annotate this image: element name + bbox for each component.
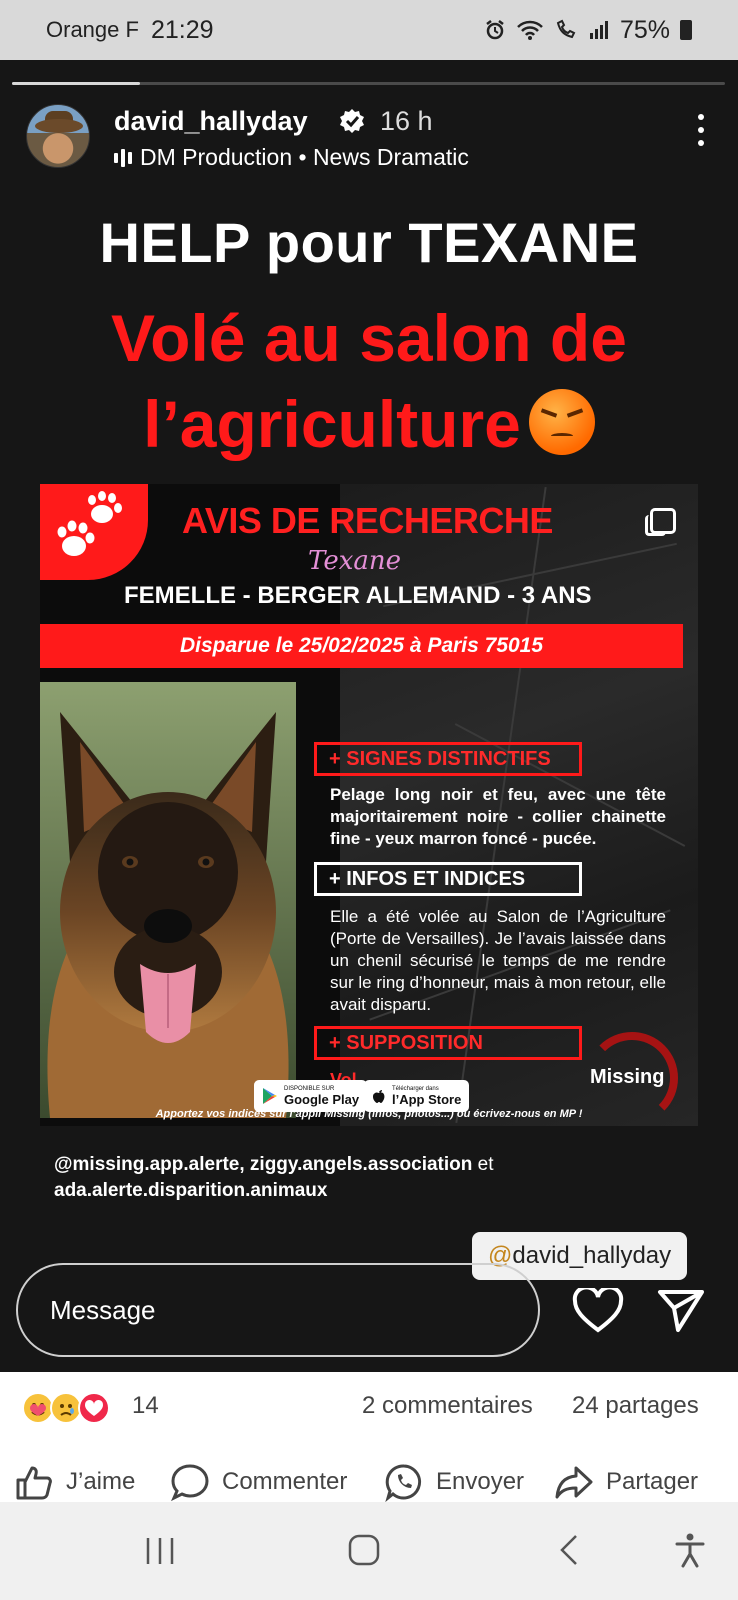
share-label: Partager [606,1468,699,1495]
signal-icon [588,19,610,41]
wifi-call-icon [554,19,578,41]
back-icon[interactable] [552,1532,588,1568]
thumbs-up-icon [14,1462,54,1502]
caption-mentions-1[interactable]: @missing.app.alerte, ziggy.angels.association [54,1154,473,1175]
google-play-small: DISPONIBLE SUR [284,1085,335,1092]
signs-section-header: + SIGNES DISTINCTIFS [314,742,582,776]
avatar[interactable] [26,104,90,168]
missing-dog-poster [40,484,698,1126]
recent-apps-icon[interactable] [142,1532,178,1568]
comment-count[interactable]: 2 commentaires [362,1392,533,1419]
reaction-icons[interactable] [22,1392,106,1424]
google-play-label: Google Play [284,1091,360,1107]
like-label: J’aime [66,1468,136,1495]
like-button[interactable] [14,1462,135,1502]
poster-disappearance-banner [40,624,683,668]
home-icon[interactable] [346,1532,382,1568]
story-progress-bar [12,82,725,85]
story-progress-fill [12,82,140,85]
more-options-icon[interactable] [696,114,706,152]
supposition-section-header: + SUPPOSITION [314,1026,582,1060]
send-label: Envoyer [436,1468,525,1495]
infos-section-header: + INFOS ET INDICES [314,862,582,896]
comment-label: Commenter [222,1468,348,1495]
apple-icon [372,1088,386,1104]
missing-logo: Missing [590,1066,665,1088]
message-placeholder: Message [50,1295,156,1325]
poster-dog-description: FEMELLE - BERGER ALLEMAND - 3 ANS [124,582,592,609]
reaction-count[interactable]: 14 [132,1392,159,1419]
love-emoji-icon [78,1392,110,1424]
story-username[interactable]: david_hallyday [114,106,308,136]
poster-title: AVIS DE RECHERCHE [182,500,553,541]
paw-logo [40,484,148,580]
google-play-icon [262,1087,278,1105]
poster-footnote: Apportez vos indices sur l’appli Missing (infos, photos...) ou écrivez-nous en MP ! [155,1108,583,1120]
dog-illustration [40,682,296,1118]
wifi-icon [516,19,544,41]
dog-photo [40,682,296,1118]
comment-icon [170,1462,210,1502]
clock: 21:29 [150,15,214,44]
audio-bars-icon [114,148,132,168]
send-whatsapp-button[interactable] [384,1462,524,1502]
story-viewer[interactable] [0,60,738,1372]
app-store-label: l’App Store [392,1091,462,1107]
accessibility-icon[interactable] [672,1532,708,1568]
story-audio[interactable] [114,144,469,171]
heart-icon[interactable] [572,1288,624,1334]
copy-icon [650,508,676,534]
whatsapp-icon [384,1462,424,1502]
comment-button[interactable] [170,1462,347,1502]
story-time-ago: 16 h [380,106,433,136]
app-store-small: Télécharger dans [392,1085,439,1092]
caption-connector: et [472,1154,494,1175]
poster-banner-text: Disparue le 25/02/2025 à Paris 75015 [179,634,544,657]
reactions-bar [0,1372,738,1442]
infos-section-text: Elle a été volée au Salon de l’Agriculture (Porte de Versailles). Je l’avais laissée dans un chenil sécurisé le temps de me rendre sur le ring d’honneur, mais à mon retour, elle avait disparu. [330,907,666,1014]
caption-mentions-2[interactable]: ada.alerte.disparition.animaux [54,1180,328,1201]
status-bar [0,0,738,60]
battery-percent: 75% [619,15,670,44]
mention-name: david_hallyday [512,1242,672,1269]
android-nav-bar [0,1502,738,1600]
story-headline: HELP pour TEXANE [99,211,639,274]
paw-icon [40,484,148,580]
carrier-name: Orange F [46,17,139,42]
post-actions [0,1442,738,1502]
story-caption [54,1152,674,1204]
status-icons [484,16,692,45]
share-button[interactable] [554,1462,698,1502]
battery-icon [680,20,692,40]
send-icon[interactable] [656,1288,706,1334]
audio-label: DM Production • News Dramatic [140,144,469,170]
signs-section-text: Pelage long noir et feu, avec une tête majoritairement noire - collier chainette fine - yeux marron foncé - pucée. [330,785,666,848]
angry-face-icon [529,389,595,455]
share-count[interactable]: 24 partages [572,1392,699,1419]
story-subhead-line2 [0,386,738,462]
mention-at: @ [488,1242,513,1269]
story-subhead-line1: Volé au salon de [111,301,627,375]
story-subhead-line2-text: l’agriculture [143,387,521,461]
alarm-icon [484,19,506,41]
poster-dog-name: Texane [308,546,402,576]
story-header [26,104,716,174]
share-arrow-icon [554,1462,594,1502]
verified-badge-icon [339,108,365,134]
message-input[interactable] [16,1263,540,1357]
